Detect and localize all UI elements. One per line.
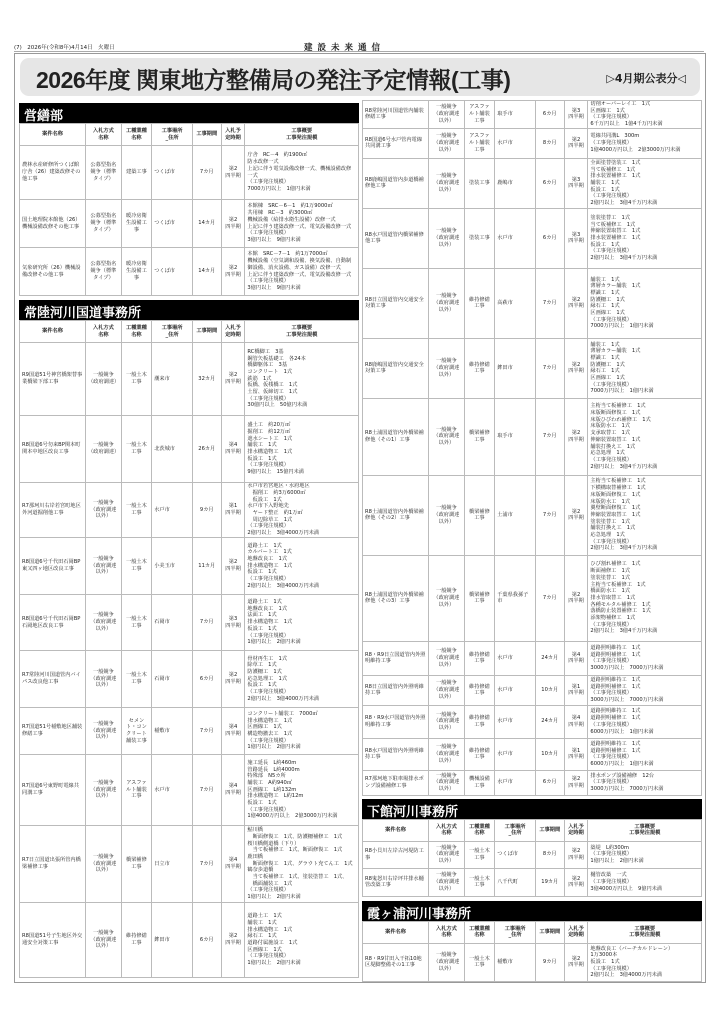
bid-method: 一般競争 （政府調達以外） bbox=[86, 826, 122, 903]
table-row bbox=[363, 475, 702, 555]
work-category: 維持修繕工事 bbox=[464, 641, 495, 675]
work-category: 橋梁補修工事 bbox=[464, 475, 495, 555]
bid-timing: 第4 四半期 bbox=[221, 755, 245, 826]
work-category: 一般土木工事 bbox=[464, 868, 495, 896]
table-row bbox=[20, 538, 359, 595]
bid-timing: 第2 四半期 bbox=[564, 943, 588, 981]
table-row bbox=[363, 208, 702, 268]
work-category: セメント・コンクリート舗装工事 bbox=[121, 708, 152, 755]
bid-method: 一般競争 （政府調達以外） bbox=[86, 538, 122, 595]
work-summary: 切削オーバーレイ工 1式 区画線工 1式 （工事発注規模） 6千万円以上 1億4千万円未満 bbox=[588, 101, 702, 129]
project-name: R8鹿嶋国道管内交通安全対策工事 bbox=[363, 338, 429, 398]
work-location: 石岡市 bbox=[152, 595, 193, 651]
work-period: 7カ月 bbox=[192, 755, 221, 826]
bid-timing: 第4 四半期 bbox=[221, 416, 245, 483]
work-summary: 本館 SRC－7－1 約1万7000㎡ 機械設備（空気調和設備、換気設備、自動制御設備、消火設備、ガス設備）改修一式 上記に伴う建築改修一式、電気設備改修一式 （工事発注規模） 3億円以上 9億円未満 bbox=[245, 248, 359, 296]
work-period: 6カ月 bbox=[535, 158, 564, 208]
project-name: 国土地理院本館他（26）機械設備改修その他工事 bbox=[20, 200, 86, 248]
bid-timing: 第4 四半期 bbox=[221, 826, 245, 903]
work-period: 7カ月 bbox=[535, 268, 564, 338]
bid-timing: 第2 四半期 bbox=[564, 770, 588, 795]
table-row bbox=[363, 158, 702, 208]
project-name: R8鹿嶋国道管内歩道橋補修他工事 bbox=[363, 158, 429, 208]
bid-method: 一般競争 （政府調達以外） bbox=[86, 483, 122, 538]
column-header-work-location: 工事場所 _住所 bbox=[495, 819, 536, 841]
bid-timing: 第4 四半期 bbox=[564, 641, 588, 675]
work-summary: 道路照明維持工 1式 道路照明補修工 1式 （工事発注規模） 3000万円以上 7000万円未満 bbox=[588, 641, 702, 675]
work-summary: 道路照明維持工 1式 道路照明補修工 1式 （工事発注規模） 6000万円以上 1億円未満 bbox=[588, 705, 702, 738]
column-header-work-category: 工種業種 名称 bbox=[464, 921, 495, 943]
work-location: 取手市 bbox=[495, 398, 536, 475]
work-category: 一般土木工事 bbox=[121, 343, 152, 416]
bid-method: 一般競争 （政府調達以外） bbox=[86, 595, 122, 651]
column-header-bid-method: 入札方式 名称 bbox=[429, 819, 465, 841]
work-location: つくば市 bbox=[152, 146, 193, 200]
column-header-bid-timing: 入札予 定時期 bbox=[564, 819, 588, 841]
work-summary: 樋管改築 一式 （工事発注規模） 3億4000万円以上 9億円未満 bbox=[588, 868, 702, 896]
bid-method: 一般競争 （政府調達以外） bbox=[429, 475, 465, 555]
work-category: 暖冷房衛生設備工事 bbox=[121, 248, 152, 296]
work-summary: 盛土工 約20万㎥ 掘削工 約12万㎥ 遮水シート工 1式 舗装工 1式 排水構造物工 1式 仮設工 1式 （工事発注規模） 9億円以上 15億円未満 bbox=[245, 416, 359, 483]
column-header-work-summary: 工事概要 工事発注規模 bbox=[588, 921, 702, 943]
work-category: 維持修繕工事 bbox=[464, 268, 495, 338]
bid-method: 一般競争 （政府調達以外） bbox=[429, 398, 465, 475]
work-summary: ひび割れ補修工 1式 断面補修工 1式 塗装塗替工 1式 主桁当て板補修工 1式 橋面防水工 1式 排水管取替工 1式 各種モルタル補修工 1式 落橋防止装置補修工 1式 添架物補修工 1式 （工事発注規模） 2億円以上 3億4千万円未満 bbox=[588, 555, 702, 641]
work-summary: 庁舎 RC－4 約1900㎡ 防水改修一式 上記に伴う電気設備改修一式、機械設備改修一式 （工事発注規模） 7000万円以上 1億円未満 bbox=[245, 146, 359, 200]
column-header-work-category: 工種業種 名称 bbox=[121, 321, 152, 343]
project-name: R8土浦国道管内外橋梁補修他（その1）工事 bbox=[363, 398, 429, 475]
bid-method: 一般競争 （政府調達以外） bbox=[429, 705, 465, 738]
project-table bbox=[19, 123, 359, 296]
work-location: 石岡市 bbox=[152, 651, 193, 708]
work-location: 水戸市 bbox=[152, 755, 193, 826]
work-summary: 本館棟 SRC－6－1 約1万9000㎡ 共用棟 RC－3 約3000㎡ 機械設備（給排水衛生設備）改修一式 上記に伴う建築改修一式、電気設備改修一式 （工事発注規模） 3億円以上 9億円未満 bbox=[245, 200, 359, 248]
work-summary: 塗装塗替工 1式 当て板補修工 1式 伸縮装置取替工 1式 排水装置補修工 1式 仮設工 1式 （工事発注規模） 2億円以上 3億4千万円未満 bbox=[588, 208, 702, 268]
bid-timing: 第2 四半期 bbox=[564, 268, 588, 338]
project-table bbox=[19, 320, 359, 978]
work-location: 鹿嶋市 bbox=[495, 158, 536, 208]
work-summary: 主桁当て板補修工 1式 下横構取替補修工 1式 床版断面修復工 1式 床版防水工 1式 翼壁断面修復工 1式 伸縮装置取替工 1式 塗装塗替工 1式 舗装打換え工 1式 応急処理 1式 （工事発注規模） 2億円以上 3億4千万円未満 bbox=[588, 475, 702, 555]
bid-method: 一般競争 （政府調達以外） bbox=[429, 738, 465, 770]
project-name: R8国道6号勿来BP関本町関本中地区改良工事 bbox=[20, 416, 86, 483]
bid-timing: 第2 四半期 bbox=[564, 555, 588, 641]
project-name: R7日立国道出張所管内橋梁補修工事 bbox=[20, 826, 86, 903]
bid-method: 一般競争 （政府調達以外） bbox=[429, 675, 465, 705]
table-row bbox=[363, 868, 702, 896]
table-row bbox=[363, 268, 702, 338]
bid-timing: 第4 四半期 bbox=[221, 708, 245, 755]
table-row bbox=[363, 841, 702, 868]
bid-method: 一般競争 （政府調達） bbox=[86, 416, 122, 483]
column-header-work-summary: 工事概要 工事発注規模 bbox=[245, 321, 359, 343]
column-header-work-summary: 工事概要 工事発注規模 bbox=[588, 819, 702, 841]
work-summary: 排水ポンプ設備補修 12台 （工事発注規模） 3000万円以上 7000万円未満 bbox=[588, 770, 702, 795]
table-row bbox=[20, 146, 359, 200]
column-header-bid-method: 入札方式 名称 bbox=[429, 921, 465, 943]
work-location: 水戸市 bbox=[495, 738, 536, 770]
project-name: R8日立国道管内交通安全対策工事 bbox=[363, 268, 429, 338]
work-period: 7カ月 bbox=[535, 475, 564, 555]
bid-timing: 第2 四半期 bbox=[564, 475, 588, 555]
bid-timing: 第2 四半期 bbox=[564, 841, 588, 868]
project-name: R9国道51号神宮橋架替事業橋梁下部工事 bbox=[20, 343, 86, 416]
title-banner bbox=[20, 58, 700, 96]
work-location: 潮来市 bbox=[152, 343, 193, 416]
column-header-work-period: 工事期間 bbox=[535, 921, 564, 943]
table-row bbox=[20, 903, 359, 978]
work-period: 7カ月 bbox=[192, 146, 221, 200]
project-name: R8・R9水戸国道管内外照明維持工事 bbox=[363, 705, 429, 738]
work-summary: 築堤 L約300m （工事発注規模） 1億円以上 2億円未満 bbox=[588, 841, 702, 868]
bid-timing: 第2 四半期 bbox=[564, 868, 588, 896]
bid-method: 一般競争 （政府調達以外） bbox=[429, 943, 465, 981]
table-row bbox=[363, 770, 702, 795]
work-location: 小美玉市 bbox=[152, 538, 193, 595]
bid-method: 一般競争 （政府調達以外） bbox=[429, 641, 465, 675]
work-location: 水戸市 bbox=[495, 128, 536, 158]
project-name: R8国道51号子生地区外交通安全対策工事 bbox=[20, 903, 86, 978]
table-row bbox=[20, 708, 359, 755]
section-title: 霞ヶ浦河川事務所 bbox=[362, 901, 702, 921]
bid-timing: 第2 四半期 bbox=[221, 538, 245, 595]
work-summary: 道路照明維持工 1式 道路照明補修工 1式 （工事発注規模） 6000万円以上 1億円未満 bbox=[588, 738, 702, 770]
work-category: アスファルト舗装工事 bbox=[464, 128, 495, 158]
masthead: 建設未来通信 bbox=[304, 43, 386, 53]
bid-method: 一般競争 （政府調達以外） bbox=[429, 101, 465, 129]
bid-timing: 第2 四半期 bbox=[221, 903, 245, 978]
work-category: 橋梁補修工事 bbox=[121, 826, 152, 903]
work-category: アスファルト舗装工事 bbox=[121, 755, 152, 826]
work-category: 維持修繕工事 bbox=[464, 338, 495, 398]
table-row bbox=[363, 338, 702, 398]
table-row bbox=[363, 641, 702, 675]
work-location: 土浦市 bbox=[495, 475, 536, 555]
bid-method: 一般競争 （政府調達以外） bbox=[429, 555, 465, 641]
work-category: 一般土木工事 bbox=[121, 651, 152, 708]
work-period: 14カ月 bbox=[192, 200, 221, 248]
table-row bbox=[20, 416, 359, 483]
work-category: 一般土木工事 bbox=[464, 943, 495, 981]
issue-date: (7) 2026年(令和8年)4月14日 火曜日 bbox=[14, 45, 115, 51]
bid-method: 一般競争 （政府調達以外） bbox=[429, 868, 465, 896]
work-location: 水戸市 bbox=[495, 705, 536, 738]
work-period: 24カ月 bbox=[535, 705, 564, 738]
work-location: 稲敷市 bbox=[495, 943, 536, 981]
bid-timing: 第4 四半期 bbox=[564, 705, 588, 738]
project-name: R7那珂地下駐車場排水ポンプ設備補修工事 bbox=[363, 770, 429, 795]
work-period: 6カ月 bbox=[535, 101, 564, 129]
work-period: 7カ月 bbox=[535, 398, 564, 475]
bid-method: 一般競争 （政府調達以外） bbox=[86, 651, 122, 708]
table-row bbox=[363, 128, 702, 158]
work-category: 一般土木工事 bbox=[464, 841, 495, 868]
project-name: R8国道6号水戸管内電線共同溝工事 bbox=[363, 128, 429, 158]
project-name: R8水戸国道管内橋梁補修他工事 bbox=[363, 208, 429, 268]
bid-timing: 第3 四半期 bbox=[564, 101, 588, 129]
project-name: R7常陸河川国道管内バイパス改良他工事 bbox=[20, 651, 86, 708]
table-row bbox=[363, 398, 702, 475]
project-name: 農林水産研修所つくば館庁舎（26）建築改修その他工事 bbox=[20, 146, 86, 200]
work-period: 6カ月 bbox=[192, 903, 221, 978]
work-location: つくば市 bbox=[152, 200, 193, 248]
work-period: 7カ月 bbox=[535, 338, 564, 398]
work-summary: 鮎川橋 断面修復工 1式、防護柵補修工 1式 桜川橋側道橋（下り） 当て板補修工 1式、断面修復工 1式 鹿田橋 断面修復工 1式、グラウト充てん工 1式 鶴奈歩道橋 当て板補修工 1式、塗装塗替工 1式、 橋面舗装工 1式 （工事発注規模） 1億円以上 2億円未満 bbox=[245, 826, 359, 903]
work-location: 取手市 bbox=[495, 101, 536, 129]
bid-timing: 第3 四半期 bbox=[564, 208, 588, 268]
work-location: 日立市 bbox=[152, 826, 193, 903]
work-summary: 施工延長 L約460m 管路延長 L約4000m 特殊部 N5カ所 舗装工 A約940㎡ 区画線工 L約132m 排水構造物工 L約12m 仮設工 1式 （工事発注規模） 1億4000万円以上 2億3000万円未満 bbox=[245, 755, 359, 826]
table-header-row bbox=[363, 921, 702, 943]
table-row bbox=[20, 248, 359, 296]
work-location: 水戸市 bbox=[495, 641, 536, 675]
section-title: 常陸河川国道事務所 bbox=[19, 300, 359, 320]
bid-method: 一般競争 （政府調達以外） bbox=[429, 268, 465, 338]
work-period: 10カ月 bbox=[535, 675, 564, 705]
work-location: 八千代町 bbox=[495, 868, 536, 896]
bid-method: 一般競争 （政府調達） bbox=[86, 343, 122, 416]
work-location: 千葉県我孫子市 bbox=[495, 555, 536, 641]
work-category: 塗装工事 bbox=[464, 158, 495, 208]
project-name: R7那珂川右岸若宮町地区外河道掘削他工事 bbox=[20, 483, 86, 538]
column-header-bid-timing: 入札予 定時期 bbox=[221, 321, 245, 343]
column-header-work-category: 工種業種 名称 bbox=[121, 124, 152, 146]
work-period: 26カ月 bbox=[192, 416, 221, 483]
bid-method: 一般競争 （政府調達以外） bbox=[86, 903, 122, 978]
work-category: 橋梁補修工事 bbox=[464, 555, 495, 641]
work-summary: 道路土工 1式 カルバート工 1式 地盤改良工 1式 排水構造物工 1式 仮設工 1式 （工事発注規模） 2億円以上 3億4000万円未満 bbox=[245, 538, 359, 595]
work-location: つくば市 bbox=[152, 248, 193, 296]
table-row bbox=[363, 738, 702, 770]
work-location: つくば市 bbox=[495, 841, 536, 868]
section-title: 営繕部 bbox=[19, 103, 359, 123]
table-row bbox=[20, 343, 359, 416]
work-category: アスファルト舗装工事 bbox=[464, 101, 495, 129]
column-header-work-period: 工事期間 bbox=[192, 124, 221, 146]
work-summary: 舗装工 1式 薄層カラー舗装 1式 標識工 1式 防護柵工 1式 縁石工 1式 区画線工 1式 （工事発注規模） 7000万円以上 1億円未満 bbox=[588, 268, 702, 338]
work-location: 鉾田市 bbox=[495, 338, 536, 398]
project-name: R8小貝川左岸古河堤防工事 bbox=[363, 841, 429, 868]
work-period: 9カ月 bbox=[535, 943, 564, 981]
work-period: 24カ月 bbox=[535, 641, 564, 675]
bid-timing: 第3 四半期 bbox=[221, 595, 245, 651]
work-period: 7カ月 bbox=[192, 708, 221, 755]
work-location: 水戸市 bbox=[495, 770, 536, 795]
project-name: R8鬼怒川右岸坪井排水樋管改築工事 bbox=[363, 868, 429, 896]
column-header-project-name: 案件名称 bbox=[20, 321, 86, 343]
work-summary: 骨材再生工 1式 除草工 1式 防護柵工 1式 応急処理工 1式 仮設工 1式 （工事発注規模） 2億円以上 3億4000万円未満 bbox=[245, 651, 359, 708]
bid-method: 一般競争 （政府調達以外） bbox=[429, 338, 465, 398]
project-name: R8・R9甘田入干拓10地区堤脚整備その1工事 bbox=[363, 943, 429, 981]
column-header-project-name: 案件名称 bbox=[363, 921, 429, 943]
bid-method: 公募型指名競争（標準タイプ） bbox=[86, 200, 122, 248]
column-header-project-name: 案件名称 bbox=[363, 819, 429, 841]
work-category: 維持修繕工事 bbox=[464, 705, 495, 738]
work-summary: 水戸市若宮地区・水府地区 掘削工 約3万6000㎥ 仮設工 1式 水戸市下入野地先 ヤード整正 約1万㎡ 周辺除草工 1式 （工事発注規模） 2億円以上 3億4000万円未満 bbox=[245, 483, 359, 538]
work-period: 11カ月 bbox=[192, 538, 221, 595]
column-header-work-location: 工事場所 _住所 bbox=[152, 321, 193, 343]
column-header-bid-method: 入札方式 名称 bbox=[86, 321, 122, 343]
work-location: 水戸市 bbox=[495, 675, 536, 705]
project-name: R8土浦国道管内外橋梁補修他（その2）工事 bbox=[363, 475, 429, 555]
column-header-project-name: 案件名称 bbox=[20, 124, 86, 146]
project-table bbox=[362, 921, 702, 982]
project-name: R8・R9日立国道管内外照明維持工事 bbox=[363, 641, 429, 675]
table-row bbox=[363, 705, 702, 738]
project-name: R8水戸国道管内外照明維持工事 bbox=[363, 738, 429, 770]
bid-timing: 第2 四半期 bbox=[564, 338, 588, 398]
bid-method: 一般競争 （政府調達以外） bbox=[429, 208, 465, 268]
bid-timing: 第2 四半期 bbox=[564, 128, 588, 158]
left-column bbox=[19, 103, 359, 978]
work-period: 8カ月 bbox=[535, 841, 564, 868]
column-header-work-category: 工種業種 名称 bbox=[464, 819, 495, 841]
work-summary: 地盤改良工（バーチカルドレーン） 1万3000本 仮設工 1式 （工事発注規模） 2億円以上 3億4000万円未満 bbox=[588, 943, 702, 981]
work-category: 維持修繕工事 bbox=[464, 675, 495, 705]
project-name: R7国道6号東野町電線共同溝工事 bbox=[20, 755, 86, 826]
bid-timing: 第2 四半期 bbox=[221, 200, 245, 248]
work-location: 水戸市 bbox=[152, 483, 193, 538]
table-row bbox=[20, 651, 359, 708]
work-location: 鉾田市 bbox=[152, 903, 193, 978]
project-name: R7国道51号稲敷地区舗装修繕工事 bbox=[20, 708, 86, 755]
bid-method: 公募型指名競争（標準タイプ） bbox=[86, 146, 122, 200]
work-category: 建築工事 bbox=[121, 146, 152, 200]
bid-method: 公募型指名競争（標準タイプ） bbox=[86, 248, 122, 296]
work-period: 8カ月 bbox=[535, 128, 564, 158]
column-header-bid-method: 入札方式 名称 bbox=[86, 124, 122, 146]
bid-timing: 第2 四半期 bbox=[221, 343, 245, 416]
page-title: 2026年度 関東地方整備局の発注予定情報(工事) bbox=[36, 67, 511, 93]
work-period: 19カ月 bbox=[535, 868, 564, 896]
work-summary: 舗装工 1式 薄層カラー舗装 1式 標識工 1式 防護柵工 1式 縁石工 1式 区画線工 1式 （工事発注規模） 7000万円以上 1億円未満 bbox=[588, 338, 702, 398]
table-row bbox=[20, 826, 359, 903]
column-header-work-summary: 工事概要 工事発注規模 bbox=[245, 124, 359, 146]
work-category: 一般土木工事 bbox=[121, 416, 152, 483]
column-header-work-location: 工事場所 _住所 bbox=[152, 124, 193, 146]
work-period: 9カ月 bbox=[192, 483, 221, 538]
work-summary: 全面塗替塗装工 1式 当て板補修工 1式 排水装置補修工 1式 舗装工 1式 仮設工 1式 （工事発注規模） 2億円以上 3億4千万円未満 bbox=[588, 158, 702, 208]
bid-method: 一般競争 （政府調達以外） bbox=[429, 841, 465, 868]
work-summary: 主桁当て板補修工 1式 床版断面修復工 1式 床版ひびわれ補修工 1式 床版防水工 1式 支承取替工 1式 伸縮装置取替工 1式 舗装打換え工 1式 応急処理 1式 （工事発注規模） 2億円以上 3億4千万円未満 bbox=[588, 398, 702, 475]
project-name: R8日立国道管内外照明維持工事 bbox=[363, 675, 429, 705]
work-category: 暖冷房衛生設備工事 bbox=[121, 200, 152, 248]
bid-method: 一般競争 （政府調達以外） bbox=[429, 158, 465, 208]
work-period: 7カ月 bbox=[192, 595, 221, 651]
work-location: 水戸市 bbox=[495, 208, 536, 268]
table-header-row bbox=[363, 819, 702, 841]
table-row bbox=[20, 483, 359, 538]
work-summary: 道路土工 1式 舗装工 1式 排水構造物工 1式 縁石工 1式 道路付属施設工 1式 区画線工 1式 （工事発注規模） 1億円以上 2億円未満 bbox=[245, 903, 359, 978]
work-location: 北茨城市 bbox=[152, 416, 193, 483]
column-header-bid-timing: 入札予 定時期 bbox=[221, 124, 245, 146]
project-name: R8常陸河川国道管内舗装修繕工事 bbox=[363, 101, 429, 129]
table-row bbox=[20, 595, 359, 651]
work-summary: コンクリート舗装工 7000㎡ 排水構造物工 1式 区画線工 1式 構造物撤去工 1式 （工事発注規模） 1億円以上 2億円未満 bbox=[245, 708, 359, 755]
bid-timing: 第2 四半期 bbox=[221, 146, 245, 200]
work-category: 維持修繕工事 bbox=[464, 738, 495, 770]
column-header-work-period: 工事期間 bbox=[192, 321, 221, 343]
project-table bbox=[362, 100, 702, 796]
bid-method: 一般競争 （政府調達以外） bbox=[429, 770, 465, 795]
work-category: 一般土木工事 bbox=[121, 595, 152, 651]
table-row bbox=[363, 101, 702, 129]
work-category: 橋梁補修工事 bbox=[464, 398, 495, 475]
work-category: 一般土木工事 bbox=[121, 538, 152, 595]
table-row bbox=[20, 755, 359, 826]
project-name: R8土浦国道管内外橋梁補修他（その3）工事 bbox=[363, 555, 429, 641]
work-summary: 電線共同溝L 300m （工事発注規模） 1億4000万円以上 2億3000万円未満 bbox=[588, 128, 702, 158]
work-summary: RC橋脚工 3基 鋼管矢板基礎工 各24本 橋脚躯体工 3基 コンクリート 1式 鉄筋 1式 仮橋、仮桟橋工 1式 土留、仮締切工 1式 （工事発注規模） 30億円以上 50億円未満 bbox=[245, 343, 359, 416]
work-period: 10カ月 bbox=[535, 738, 564, 770]
column-header-work-location: 工事場所 _住所 bbox=[495, 921, 536, 943]
work-category: 維持修繕工事 bbox=[121, 903, 152, 978]
work-period: 6カ月 bbox=[192, 651, 221, 708]
bid-method: 一般競争 （政府調達以外） bbox=[429, 128, 465, 158]
work-summary: 道路土工 1式 地盤改良工 1式 法面工 1式 排水構造物工 1式 仮設工 1式 （工事発注規模） 1億円以上 2億円未満 bbox=[245, 595, 359, 651]
work-period: 14カ月 bbox=[192, 248, 221, 296]
column-header-bid-timing: 入札予 定時期 bbox=[564, 921, 588, 943]
work-period: 6カ月 bbox=[535, 770, 564, 795]
table-row bbox=[363, 675, 702, 705]
work-location: 高萩市 bbox=[495, 268, 536, 338]
work-category: 機械設備工事 bbox=[464, 770, 495, 795]
bid-timing: 第2 四半期 bbox=[221, 651, 245, 708]
bid-timing: 第3 四半期 bbox=[564, 158, 588, 208]
work-period: 32カ月 bbox=[192, 343, 221, 416]
work-period: 7カ月 bbox=[535, 555, 564, 641]
page-header bbox=[14, 42, 704, 52]
bid-timing: 第1 四半期 bbox=[221, 483, 245, 538]
section-title: 下館河川事務所 bbox=[362, 799, 702, 819]
work-location: 稲敷市 bbox=[152, 708, 193, 755]
table-row bbox=[363, 943, 702, 981]
bid-method: 一般競争 （政府調達以外） bbox=[86, 708, 122, 755]
table-row bbox=[20, 200, 359, 248]
work-category: 塗装工事 bbox=[464, 208, 495, 268]
period-badge: ▷4月期公表分◁ bbox=[606, 72, 686, 85]
bid-timing: 第1 四半期 bbox=[564, 675, 588, 705]
work-category: 一般土木工事 bbox=[121, 483, 152, 538]
table-header-row bbox=[20, 124, 359, 146]
bid-timing: 第2 四半期 bbox=[221, 248, 245, 296]
work-period: 6カ月 bbox=[535, 208, 564, 268]
bid-timing: 第2 四半期 bbox=[564, 398, 588, 475]
right-column bbox=[362, 100, 702, 982]
bid-method: 一般競争 （政府調達以外） bbox=[86, 755, 122, 826]
project-name: 気象研究所（26）機械設備改修その他工事 bbox=[20, 248, 86, 296]
project-table bbox=[362, 819, 702, 897]
project-name: R8国道6号千代田石岡BP石岡地区改良工事 bbox=[20, 595, 86, 651]
bid-timing: 第1 四半期 bbox=[564, 738, 588, 770]
work-summary: 道路照明維持工 1式 道路照明補修工 1式 （工事発注規模） 3000万円以上 7000万円未満 bbox=[588, 675, 702, 705]
table-header-row bbox=[20, 321, 359, 343]
column-header-work-period: 工事期間 bbox=[535, 819, 564, 841]
table-row bbox=[363, 555, 702, 641]
project-name: R8国道6号千代田石岡BP東又四ヶ地区改良工事 bbox=[20, 538, 86, 595]
work-period: 7カ月 bbox=[192, 826, 221, 903]
